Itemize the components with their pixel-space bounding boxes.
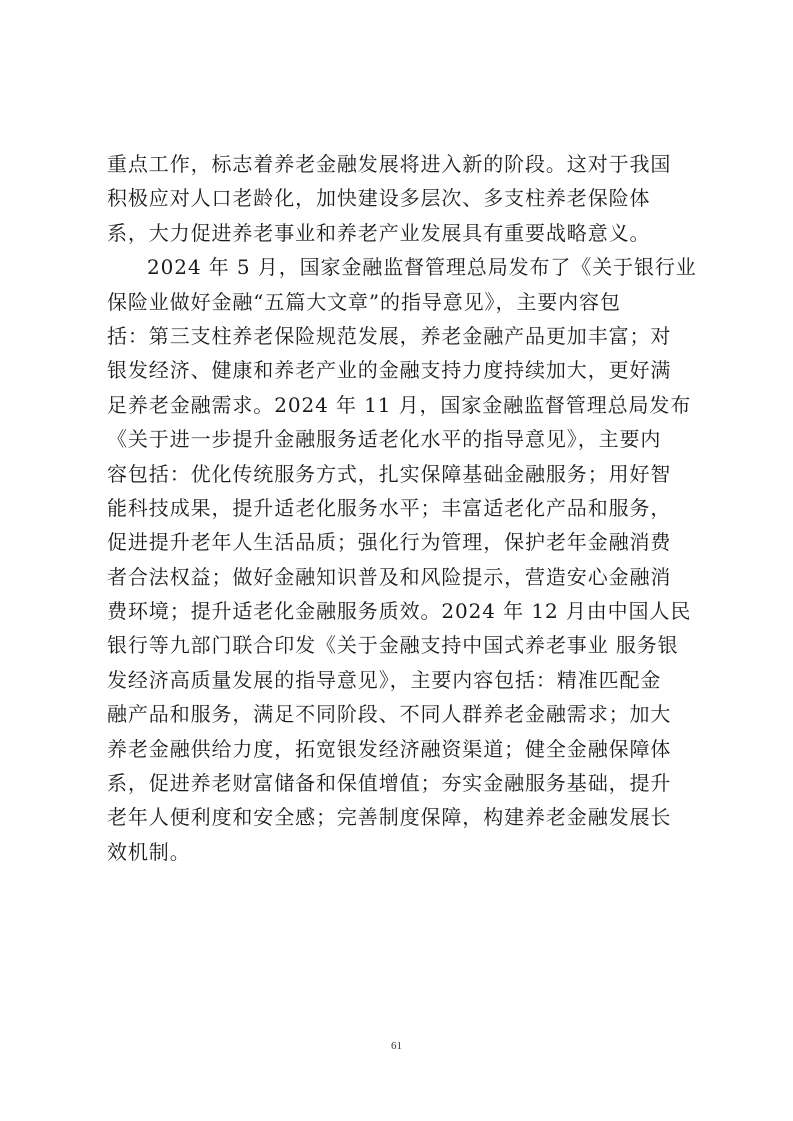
page-number: 61	[391, 1040, 402, 1052]
text-line: 系，大力促进养老事业和养老产业发展具有重要战略意义。	[107, 220, 651, 245]
text-line: 积极应对人口老龄化，加快建设多层次、多支柱养老保险体	[107, 186, 651, 211]
text-line: 银行等九部门联合印发《关于金融支持中国式养老事业 服务银	[107, 633, 679, 658]
text-line: 银发经济、健康和养老产业的金融支持力度持续加大，更好满	[107, 358, 672, 383]
text-line: 者合法权益；做好金融知识普及和风险提示，营造安心金融消	[107, 564, 672, 589]
text-line: 系，促进养老财富储备和保值增值；夯实金融服务基础，提升	[107, 771, 672, 796]
text-line: 促进提升老年人生活品质；强化行为管理，保护老年金融消费	[107, 530, 672, 555]
text-line: 发经济高质量发展的指导意见》，主要内容包括：精准匹配金	[107, 667, 662, 692]
body-text	[107, 147, 697, 869]
text-line: 容包括：优化传统服务方式，扎实保障基础金融服务；用好智	[107, 461, 672, 486]
text-line: 重点工作，标志着养老金融发展将进入新的阶段。这对于我国	[107, 152, 672, 176]
text-line: 老年人便利度和安全感；完善制度保障，构建养老金融发展长	[107, 805, 672, 830]
text-line: 保险业做好金融“五篇大文章”的指导意见》，主要内容包	[107, 289, 621, 314]
text-line: 融产品和服务，满足不同阶段、不同人群养老金融需求；加大	[107, 702, 672, 727]
text-line: 效机制。	[107, 839, 191, 864]
paragraph-start-line: 2024 年 5 月，国家金融监督管理总局发布了《关于银行业	[147, 255, 697, 280]
text-line: 括：第三支柱养老保险规范发展，养老金融产品更加丰富；对	[107, 323, 672, 348]
text-line: 能科技成果，提升适老化服务水平；丰富适老化产品和服务，	[107, 495, 672, 520]
text-line: 费环境；提升适老化金融服务质效。2024 年 12 月由中国人民	[107, 599, 692, 624]
text-line: 足养老金融需求。2024 年 11 月，国家金融监督管理总局发布	[107, 392, 692, 417]
text-line: 《关于进一步提升金融服务适老化水平的指导意见》，主要内	[107, 427, 662, 452]
text-line: 养老金融供给力度，拓宽银发经济融资渠道；健全金融保障体	[107, 736, 672, 761]
